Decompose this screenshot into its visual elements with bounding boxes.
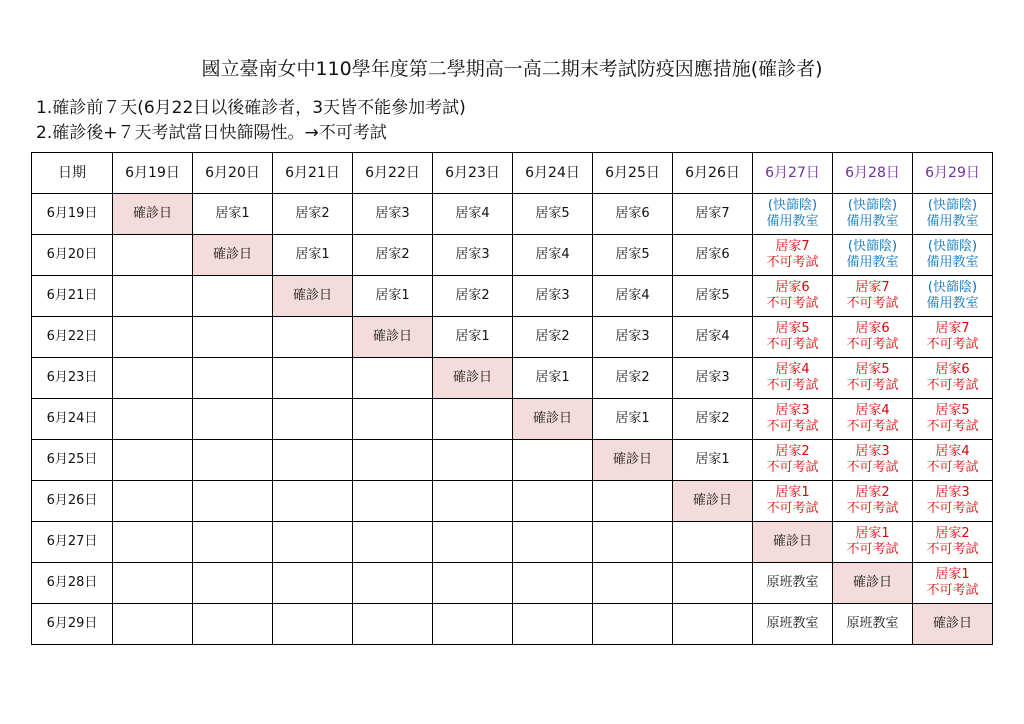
row-date: 6月19日 <box>32 194 113 235</box>
schedule-cell <box>433 235 513 276</box>
schedule-cell <box>433 399 513 440</box>
cell-note: 不可考試 <box>926 460 979 475</box>
column-header-10: 6月28日 <box>833 153 913 194</box>
schedule-cell <box>273 194 353 235</box>
schedule-cell <box>593 358 673 399</box>
schedule-cell <box>833 276 913 317</box>
schedule-cell <box>593 522 673 563</box>
cell-status: 居家1 <box>535 370 570 385</box>
row-date: 6月21日 <box>32 276 113 317</box>
schedule-cell <box>913 399 993 440</box>
schedule-cell <box>833 358 913 399</box>
cell-note: 不可考試 <box>846 460 899 475</box>
cell-status: 居家4 <box>775 362 810 377</box>
table-row <box>32 440 993 481</box>
schedule-cell <box>513 194 593 235</box>
cell-note: 不可考試 <box>766 378 819 393</box>
cell-note: 不可考試 <box>766 296 819 311</box>
cell-status: 居家1 <box>295 247 330 262</box>
schedule-cell <box>353 235 433 276</box>
cell-status: 確診日 <box>532 411 572 426</box>
cell-status: 居家2 <box>455 288 490 303</box>
schedule-cell <box>113 276 193 317</box>
schedule-cell <box>513 522 593 563</box>
schedule-cell <box>513 235 593 276</box>
cell-status: (快篩陰) <box>847 239 898 254</box>
cell-status: 居家3 <box>535 288 570 303</box>
cell-status: 原班教室 <box>846 616 899 631</box>
note-rule-1: 1.確診前７天(6月22日以後確診者，3天皆不能參加考試) <box>36 98 466 118</box>
schedule-cell <box>353 358 433 399</box>
cell-status: 居家4 <box>935 444 970 459</box>
note-rule-2: 2.確診後+７天考試當日快篩陽性。→不可考試 <box>36 123 387 143</box>
schedule-cell <box>753 440 833 481</box>
column-header-1: 6月19日 <box>113 153 193 194</box>
schedule-cell <box>433 194 513 235</box>
table-row <box>32 194 993 235</box>
column-header-7: 6月25日 <box>593 153 673 194</box>
document-title: 國立臺南女中110學年度第二學期高一高二期末考試防疫因應措施(確診者) <box>201 58 823 80</box>
quarantine-schedule-table <box>31 152 993 645</box>
table-row <box>32 235 993 276</box>
cell-status: 居家6 <box>775 280 810 295</box>
cell-status: 居家1 <box>935 567 970 582</box>
cell-status: 居家1 <box>375 288 410 303</box>
cell-status: 居家3 <box>855 444 890 459</box>
schedule-cell <box>913 194 993 235</box>
schedule-cell <box>753 563 833 604</box>
cell-status: (快篩陰) <box>767 198 818 213</box>
schedule-cell <box>833 194 913 235</box>
schedule-cell <box>673 358 753 399</box>
schedule-cell <box>833 481 913 522</box>
cell-status: 居家4 <box>855 403 890 418</box>
schedule-cell <box>593 276 673 317</box>
row-date: 6月20日 <box>32 235 113 276</box>
schedule-cell <box>273 440 353 481</box>
schedule-cell <box>113 481 193 522</box>
schedule-cell <box>113 563 193 604</box>
table-row <box>32 399 993 440</box>
schedule-cell <box>353 317 433 358</box>
table-row <box>32 481 993 522</box>
schedule-cell <box>833 440 913 481</box>
schedule-cell <box>513 604 593 645</box>
schedule-cell <box>753 276 833 317</box>
schedule-cell <box>273 563 353 604</box>
schedule-cell <box>513 481 593 522</box>
schedule-cell <box>913 235 993 276</box>
cell-note: 不可考試 <box>926 337 979 352</box>
cell-note: 備用教室 <box>926 214 979 229</box>
cell-note: 不可考試 <box>766 419 819 434</box>
cell-status: 居家1 <box>775 485 810 500</box>
cell-note: 不可考試 <box>846 378 899 393</box>
schedule-cell <box>433 317 513 358</box>
cell-note: 不可考試 <box>926 583 979 598</box>
schedule-cell <box>833 399 913 440</box>
schedule-cell <box>593 440 673 481</box>
schedule-cell <box>913 604 993 645</box>
cell-note: 不可考試 <box>926 419 979 434</box>
cell-status: 居家6 <box>615 206 650 221</box>
schedule-cell <box>193 604 273 645</box>
cell-status: 居家1 <box>455 329 490 344</box>
schedule-cell <box>753 358 833 399</box>
cell-status: 居家7 <box>855 280 890 295</box>
cell-note: 不可考試 <box>846 337 899 352</box>
cell-note: 不可考試 <box>926 542 979 557</box>
row-date: 6月25日 <box>32 440 113 481</box>
schedule-cell <box>113 358 193 399</box>
schedule-cell <box>433 481 513 522</box>
cell-status: 居家5 <box>615 247 650 262</box>
schedule-cell <box>193 522 273 563</box>
cell-note: 備用教室 <box>766 214 819 229</box>
cell-note: 不可考試 <box>846 296 899 311</box>
schedule-cell <box>673 522 753 563</box>
schedule-cell <box>193 317 273 358</box>
cell-status: 居家2 <box>295 206 330 221</box>
corner-header: 日期 <box>32 153 113 194</box>
schedule-cell <box>833 522 913 563</box>
row-date: 6月26日 <box>32 481 113 522</box>
cell-note: 備用教室 <box>846 255 899 270</box>
schedule-cell <box>193 481 273 522</box>
schedule-cell <box>913 522 993 563</box>
column-header-5: 6月23日 <box>433 153 513 194</box>
row-date: 6月27日 <box>32 522 113 563</box>
schedule-cell <box>753 317 833 358</box>
cell-status: 居家2 <box>375 247 410 262</box>
schedule-cell <box>273 317 353 358</box>
cell-status: 居家6 <box>935 362 970 377</box>
schedule-cell <box>273 522 353 563</box>
schedule-cell <box>673 235 753 276</box>
cell-note: 不可考試 <box>846 542 899 557</box>
table-row <box>32 276 993 317</box>
schedule-cell <box>673 194 753 235</box>
cell-status: 居家7 <box>935 321 970 336</box>
schedule-cell <box>593 563 673 604</box>
table-row <box>32 358 993 399</box>
cell-status: 確診日 <box>852 575 892 590</box>
cell-status: 確診日 <box>692 493 732 508</box>
schedule-cell <box>593 194 673 235</box>
schedule-cell <box>913 276 993 317</box>
cell-status: 居家6 <box>695 247 730 262</box>
cell-status: 居家2 <box>775 444 810 459</box>
row-date: 6月23日 <box>32 358 113 399</box>
cell-status: (快篩陰) <box>847 198 898 213</box>
column-header-3: 6月21日 <box>273 153 353 194</box>
schedule-cell <box>113 194 193 235</box>
cell-note: 不可考試 <box>766 501 819 516</box>
schedule-cell <box>513 317 593 358</box>
cell-status: 居家3 <box>695 370 730 385</box>
cell-status: 居家3 <box>375 206 410 221</box>
row-date: 6月29日 <box>32 604 113 645</box>
schedule-cell <box>353 399 433 440</box>
cell-status: 居家5 <box>775 321 810 336</box>
schedule-cell <box>753 481 833 522</box>
schedule-cell <box>593 399 673 440</box>
cell-status: 居家3 <box>935 485 970 500</box>
cell-status: 居家6 <box>855 321 890 336</box>
cell-note: 備用教室 <box>926 255 979 270</box>
cell-status: 居家4 <box>535 247 570 262</box>
row-date: 6月24日 <box>32 399 113 440</box>
schedule-cell <box>113 604 193 645</box>
cell-status: 居家3 <box>615 329 650 344</box>
schedule-cell <box>673 440 753 481</box>
schedule-cell <box>913 317 993 358</box>
cell-note: 備用教室 <box>926 296 979 311</box>
schedule-cell <box>193 399 273 440</box>
schedule-cell <box>513 399 593 440</box>
schedule-cell <box>193 235 273 276</box>
schedule-cell <box>833 317 913 358</box>
schedule-cell <box>273 399 353 440</box>
cell-status: 確診日 <box>212 247 252 262</box>
cell-status: (快篩陰) <box>927 198 978 213</box>
schedule-cell <box>833 563 913 604</box>
cell-status: 確診日 <box>132 206 172 221</box>
cell-status: 確診日 <box>772 534 812 549</box>
cell-status: 居家2 <box>535 329 570 344</box>
schedule-cell <box>913 563 993 604</box>
schedule-cell <box>113 440 193 481</box>
schedule-cell <box>273 235 353 276</box>
cell-note: 不可考試 <box>766 337 819 352</box>
cell-status: 確診日 <box>612 452 652 467</box>
schedule-cell <box>273 604 353 645</box>
schedule-cell <box>193 563 273 604</box>
schedule-cell <box>113 399 193 440</box>
cell-note: 不可考試 <box>766 460 819 475</box>
schedule-cell <box>273 358 353 399</box>
row-date: 6月22日 <box>32 317 113 358</box>
cell-status: 居家1 <box>615 411 650 426</box>
cell-status: 居家5 <box>535 206 570 221</box>
schedule-cell <box>513 440 593 481</box>
schedule-cell <box>353 563 433 604</box>
schedule-cell <box>353 194 433 235</box>
schedule-cell <box>113 522 193 563</box>
cell-status: 居家7 <box>695 206 730 221</box>
cell-note: 備用教室 <box>846 214 899 229</box>
schedule-cell <box>193 194 273 235</box>
cell-status: 居家2 <box>855 485 890 500</box>
header-row <box>32 153 993 194</box>
cell-status: (快篩陰) <box>927 280 978 295</box>
cell-status: 居家5 <box>695 288 730 303</box>
column-header-2: 6月20日 <box>193 153 273 194</box>
cell-status: 確診日 <box>372 329 412 344</box>
cell-note: 不可考試 <box>846 501 899 516</box>
schedule-cell <box>353 522 433 563</box>
schedule-cell <box>913 481 993 522</box>
schedule-cell <box>673 604 753 645</box>
cell-status: 居家2 <box>935 526 970 541</box>
schedule-cell <box>353 440 433 481</box>
schedule-cell <box>193 358 273 399</box>
schedule-cell <box>433 276 513 317</box>
schedule-cell <box>833 235 913 276</box>
cell-status: 居家5 <box>935 403 970 418</box>
schedule-cell <box>433 604 513 645</box>
cell-status: 確診日 <box>932 616 972 631</box>
cell-status: 居家2 <box>695 411 730 426</box>
schedule-cell <box>193 276 273 317</box>
schedule-cell <box>433 358 513 399</box>
schedule-cell <box>433 440 513 481</box>
schedule-cell <box>673 481 753 522</box>
schedule-cell <box>833 604 913 645</box>
schedule-cell <box>673 276 753 317</box>
schedule-cell <box>353 604 433 645</box>
schedule-cell <box>753 604 833 645</box>
table-row <box>32 604 993 645</box>
schedule-cell <box>753 522 833 563</box>
schedule-cell <box>513 276 593 317</box>
cell-status: 居家4 <box>695 329 730 344</box>
table-row <box>32 522 993 563</box>
cell-status: 居家5 <box>855 362 890 377</box>
schedule-cell <box>673 317 753 358</box>
schedule-cell <box>593 481 673 522</box>
column-header-4: 6月22日 <box>353 153 433 194</box>
schedule-cell <box>753 194 833 235</box>
schedule-cell <box>193 440 273 481</box>
cell-status: 原班教室 <box>766 616 819 631</box>
schedule-cell <box>273 276 353 317</box>
schedule-cell <box>513 563 593 604</box>
schedule-cell <box>433 522 513 563</box>
schedule-cell <box>913 358 993 399</box>
cell-status: 居家4 <box>615 288 650 303</box>
cell-status: 居家1 <box>215 206 250 221</box>
cell-status: 居家3 <box>455 247 490 262</box>
cell-status: 居家3 <box>775 403 810 418</box>
schedule-cell <box>753 399 833 440</box>
schedule-cell <box>353 481 433 522</box>
cell-status: 居家1 <box>855 526 890 541</box>
cell-status: 居家2 <box>615 370 650 385</box>
cell-status: 確診日 <box>292 288 332 303</box>
row-date: 6月28日 <box>32 563 113 604</box>
cell-status: 居家4 <box>455 206 490 221</box>
column-header-9: 6月27日 <box>753 153 833 194</box>
schedule-cell <box>113 317 193 358</box>
schedule-cell <box>673 563 753 604</box>
cell-note: 不可考試 <box>926 378 979 393</box>
schedule-cell <box>593 235 673 276</box>
cell-note: 不可考試 <box>926 501 979 516</box>
schedule-cell <box>433 563 513 604</box>
schedule-cell <box>913 440 993 481</box>
schedule-cell <box>353 276 433 317</box>
schedule-cell <box>273 481 353 522</box>
column-header-11: 6月29日 <box>913 153 993 194</box>
schedule-cell <box>113 235 193 276</box>
schedule-cell <box>513 358 593 399</box>
schedule-cell <box>593 317 673 358</box>
table-row <box>32 317 993 358</box>
schedule-cell <box>673 399 753 440</box>
cell-status: 確診日 <box>452 370 492 385</box>
cell-status: 居家7 <box>775 239 810 254</box>
cell-status: 居家1 <box>695 452 730 467</box>
column-header-6: 6月24日 <box>513 153 593 194</box>
column-header-8: 6月26日 <box>673 153 753 194</box>
cell-status: (快篩陰) <box>927 239 978 254</box>
cell-note: 不可考試 <box>846 419 899 434</box>
table-row <box>32 563 993 604</box>
cell-status: 原班教室 <box>766 575 819 590</box>
schedule-cell <box>753 235 833 276</box>
cell-note: 不可考試 <box>766 255 819 270</box>
schedule-cell <box>593 604 673 645</box>
